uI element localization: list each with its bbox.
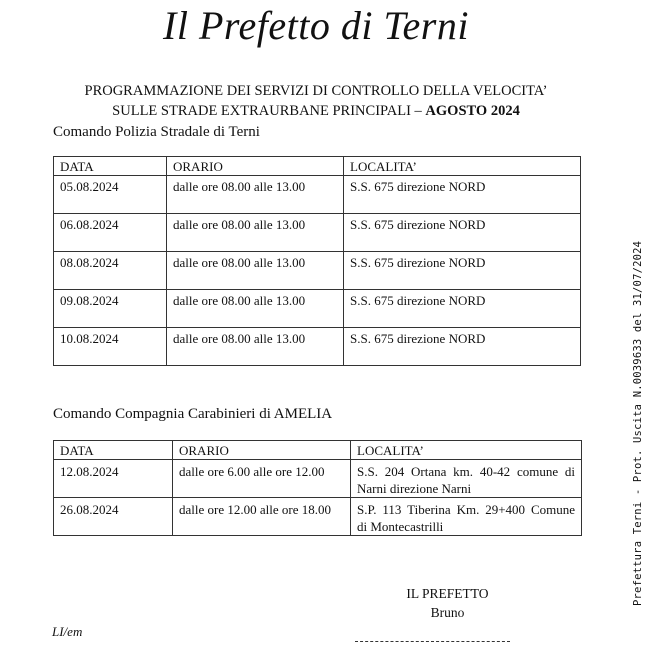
section-carabinieri-title: Comando Compagnia Carabinieri di AMELIA	[53, 406, 333, 422]
table-header-row	[54, 157, 581, 176]
cell-time: dalle ore 08.00 alle 13.00	[167, 214, 344, 252]
cell-time: dalle ore 6.00 alle ore 12.00	[173, 460, 351, 498]
table-row	[54, 498, 582, 536]
column-header-localita: LOCALITA’	[344, 157, 581, 176]
column-header-data: DATA	[54, 441, 173, 460]
table-header-row	[54, 441, 582, 460]
document-heading	[0, 81, 632, 121]
heading-line-2-text: SULLE STRADE EXTRAURBANE PRINCIPALI –	[112, 103, 426, 119]
signature-name: Bruno	[430, 605, 465, 620]
signature-role: IL PREFETTO	[406, 586, 489, 601]
cell-date: 10.08.2024	[54, 328, 167, 366]
document-title: Il Prefetto di Terni	[163, 3, 469, 48]
table-row	[54, 252, 581, 290]
column-header-localita: LOCALITA’	[351, 441, 582, 460]
heading-line-2	[0, 101, 632, 121]
column-header-orario: ORARIO	[173, 441, 351, 460]
cell-time: dalle ore 08.00 alle 13.00	[167, 252, 344, 290]
cell-date: 26.08.2024	[54, 498, 173, 536]
polizia-schedule-table	[53, 156, 581, 366]
heading-month: AGOSTO 2024	[425, 103, 520, 119]
carabinieri-schedule-table	[53, 440, 582, 536]
cell-time: dalle ore 08.00 alle 13.00	[167, 176, 344, 214]
cell-date: 06.08.2024	[54, 214, 167, 252]
cell-time: dalle ore 08.00 alle 13.00	[167, 328, 344, 366]
column-header-orario: ORARIO	[167, 157, 344, 176]
cell-location: S.S. 675 direzione NORD	[344, 214, 581, 252]
section-polizia-title: Comando Polizia Stradale di Terni	[53, 124, 260, 140]
table-row	[54, 290, 581, 328]
table-row	[54, 214, 581, 252]
cell-time: dalle ore 08.00 alle 13.00	[167, 290, 344, 328]
cell-location: S.P. 113 Tiberina Km. 29+400 Comune di Montecastrilli	[351, 498, 582, 536]
cell-date: 12.08.2024	[54, 460, 173, 498]
author-initials: LI/em	[52, 624, 83, 639]
table-row	[54, 460, 582, 498]
table-row	[54, 328, 581, 366]
protocol-stamp: Prefettura Terni - Prot. Uscita N.0039633 del 31/07/2024	[632, 240, 644, 606]
cell-time: dalle ore 12.00 alle ore 18.00	[173, 498, 351, 536]
cell-date: 08.08.2024	[54, 252, 167, 290]
table-row	[54, 176, 581, 214]
cell-date: 05.08.2024	[54, 176, 167, 214]
column-header-data: DATA	[54, 157, 167, 176]
cell-location: S.S. 675 direzione NORD	[344, 328, 581, 366]
signature-dashed-line	[355, 641, 510, 642]
cell-date: 09.08.2024	[54, 290, 167, 328]
cell-location: S.S. 675 direzione NORD	[344, 252, 581, 290]
heading-line-1: PROGRAMMAZIONE DEI SERVIZI DI CONTROLLO DELLA VELOCITA’	[84, 83, 548, 99]
cell-location: S.S. 204 Ortana km. 40-42 comune di Narni direzione Narni	[351, 460, 582, 498]
cell-location: S.S. 675 direzione NORD	[344, 176, 581, 214]
cell-location: S.S. 675 direzione NORD	[344, 290, 581, 328]
